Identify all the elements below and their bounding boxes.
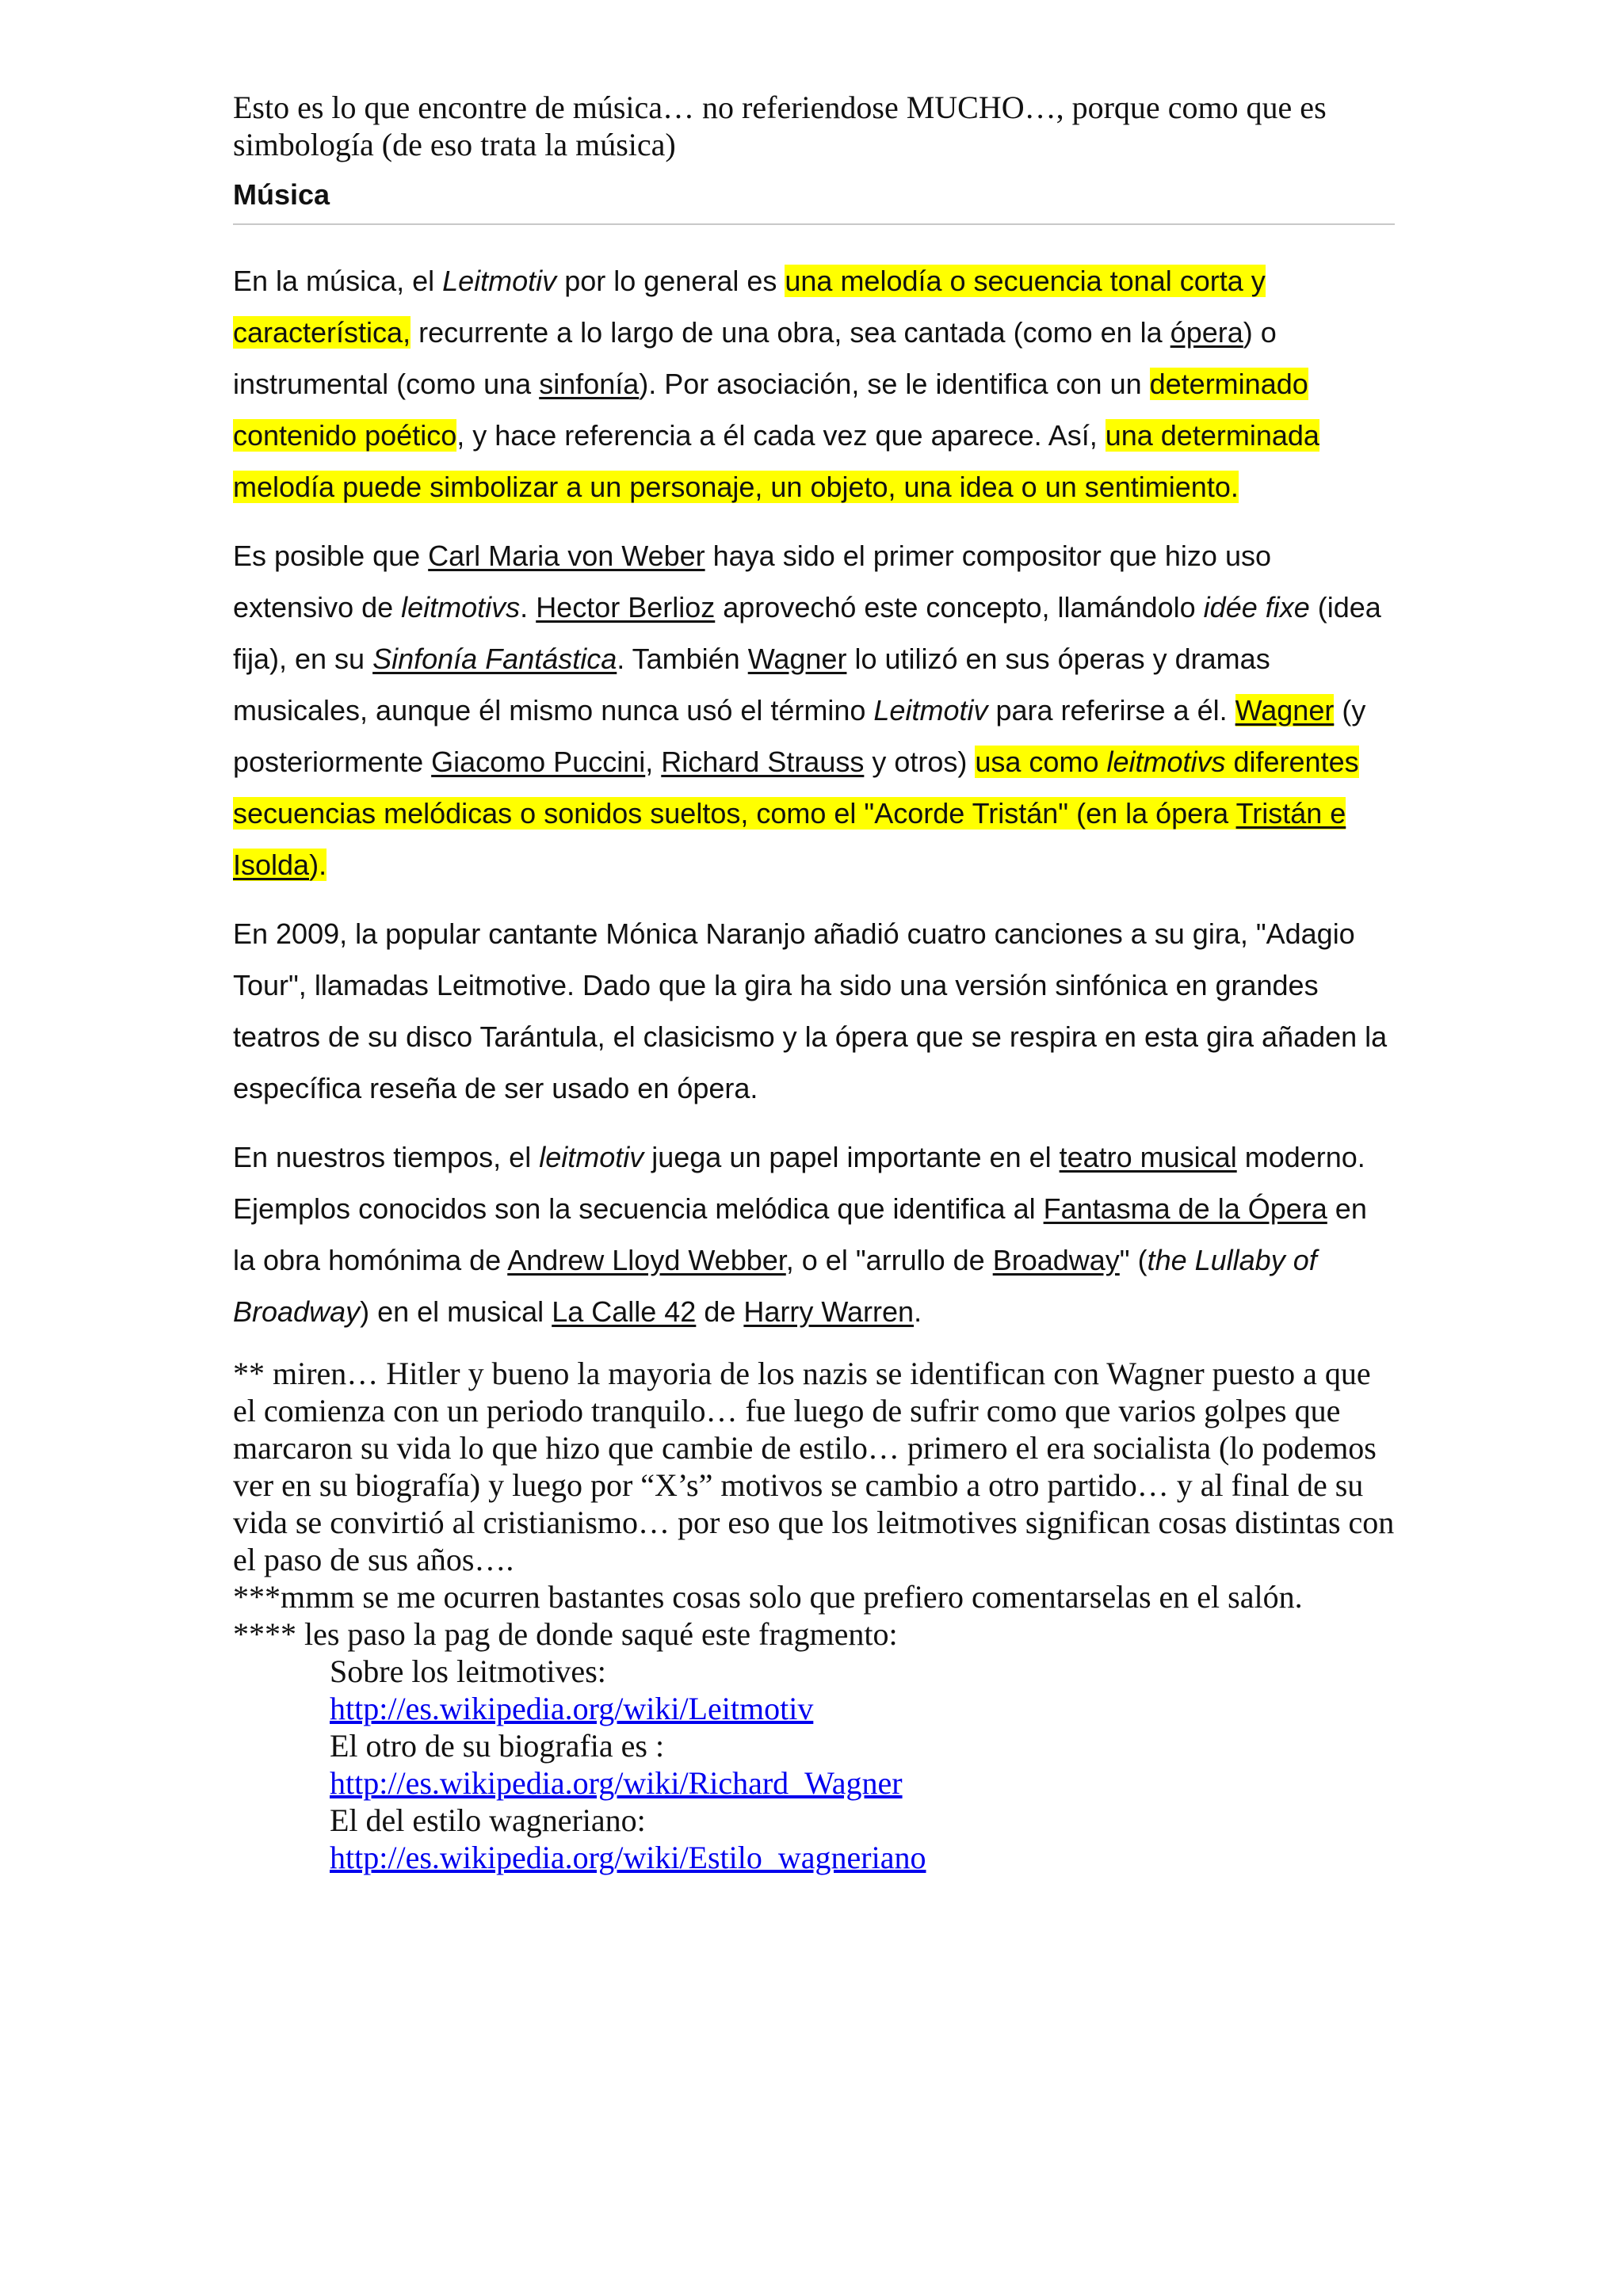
paragraph-definition: En la música, el Leitmotiv por lo general es una melodía o secuencia tonal corta y característica, recurrente a lo largo de una obra, sea cantada (como en la ópera) o instrumental (como una sinfonía). Por asociación, se le identifica con un determinado contenido poético, y hace referencia a él cada vez que aparece. Así, una determinada melodía puede simbolizar a un personaje, un objeto, una idea o un sentimiento. — [233, 265, 1319, 503]
paragraph-musical-theatre: En nuestros tiempos, el leitmotiv juega un papel importante en el teatro musical moderno. Ejemplos conocidos son la secuencia melódica que identifica al Fantasma de la Ópera en la obra homónima de Andrew Lloyd Webber, o el "arrullo de Broadway" (the Lullaby of Broadway) en el musical La Calle 42 de Harry Warren. — [233, 1141, 1367, 1328]
highlight: ). — [309, 849, 327, 881]
link-broadway[interactable]: Broadway — [992, 1244, 1120, 1276]
link-sinfonia[interactable]: sinfonía — [539, 368, 640, 400]
link-fantasma-opera[interactable]: Fantasma de la Ópera — [1043, 1192, 1327, 1225]
link-berlioz[interactable]: Hector Berlioz — [536, 591, 716, 624]
source-label: El del estilo wagneriano: — [330, 1802, 646, 1838]
author-notes — [233, 1355, 1395, 1876]
highlight: diferentes secuencias melódicas o sonidos sueltos, como el "Acorde Tristán" (en la ópera — [233, 746, 1359, 830]
link-calle-42[interactable]: La Calle 42 — [552, 1295, 697, 1328]
highlight: determinado contenido poético — [233, 368, 1308, 452]
article-body — [233, 255, 1395, 1337]
section-heading: Música — [233, 177, 1395, 225]
link-harry-warren[interactable]: Harry Warren — [743, 1295, 915, 1328]
highlight: leitmotivs — [1106, 746, 1226, 778]
link-opera[interactable]: ópera — [1170, 316, 1243, 349]
link-puccini[interactable]: Giacomo Puccini — [431, 746, 646, 778]
source-list — [233, 1653, 1395, 1876]
source-label: Sobre los leitmotives: — [330, 1653, 606, 1689]
link-sinfonia-fantastica[interactable]: Sinfonía Fantástica — [372, 643, 617, 675]
note-wagner: ** miren… Hitler y bueno la mayoria de los nazis se identifican con Wagner puesto a que el comienza con un periodo tranquilo… fue luego de sufrir como que varios golpes que marcaron su vida lo que hizo que cambie de estilo… primero el era socialista (lo podemos ver en su biografía) y luego por “X’s” motivos se cambio a otro partido… y al final de su vida se convirtió al cristianismo… por eso que los leitmotives significan cosas distintas con el paso de sus años…. — [233, 1356, 1395, 1577]
document-page — [233, 89, 1395, 1876]
note-sources: **** les paso la pag de donde saqué este fragmento: — [233, 1616, 898, 1652]
highlight: una determinada melodía puede simbolizar a un personaje, un objeto, una idea o un sentimiento. — [233, 419, 1319, 503]
link-wagner-highlighted[interactable]: Wagner — [1235, 694, 1335, 727]
link-teatro-musical[interactable]: teatro musical — [1059, 1141, 1237, 1173]
link-wagner[interactable]: Wagner — [747, 643, 847, 675]
paragraph-monica-naranjo: En 2009, la popular cantante Mónica Naranjo añadió cuatro canciones a su gira, "Adagio Tour", llamadas Leitmotive. Dado que la gira ha sido una versión sinfónica en grandes teatros de su disco Tarántula, el clasicismo y la ópera que se respira en esta gira añaden la específica reseña de ser usado en ópera. — [233, 917, 1388, 1104]
link-tristan-isolda[interactable]: Tristán e Isolda — [233, 797, 1346, 881]
highlight: usa como — [975, 746, 1107, 778]
source-link-richard-wagner[interactable]: http://es.wikipedia.org/wiki/Richard_Wagner — [330, 1765, 903, 1801]
paragraph-composers: Es posible que Carl Maria von Weber haya sido el primer compositor que hizo uso extensivo de leitmotivs. Hector Berlioz aprovechó este concepto, llamándolo idée fixe (idea fija), en su Sinfonía Fantástica. También Wagner lo utilizó en sus óperas y dramas musicales, aunque él mismo nunca usó el término Leitmotiv para referirse a él. Wagner (y posteriormente Giacomo Puccini, Richard Strauss y otros) usa como leitmotivs diferentes secuencias melódicas o sonidos sueltos, como el "Acorde Tristán" (en la ópera Tristán e Isolda). — [233, 540, 1381, 881]
highlight: una melodía o secuencia tonal corta y característica, — [233, 265, 1266, 349]
note-salon: ***mmm se me ocurren bastantes cosas solo que prefiero comentarselas en el salón. — [233, 1579, 1303, 1615]
source-link-leitmotiv[interactable]: http://es.wikipedia.org/wiki/Leitmotiv — [330, 1691, 814, 1726]
link-weber[interactable]: Carl Maria von Weber — [428, 540, 705, 572]
source-label: El otro de su biografia es : — [330, 1728, 665, 1764]
link-lloyd-webber[interactable]: Andrew Lloyd Webber — [507, 1244, 786, 1276]
source-link-estilo-wagneriano[interactable]: http://es.wikipedia.org/wiki/Estilo_wagneriano — [330, 1840, 926, 1875]
link-strauss[interactable]: Richard Strauss — [661, 746, 865, 778]
intro-text: Esto es lo que encontre de música… no referiendose MUCHO…, porque como que es simbología (de eso trata la música) — [233, 90, 1327, 162]
